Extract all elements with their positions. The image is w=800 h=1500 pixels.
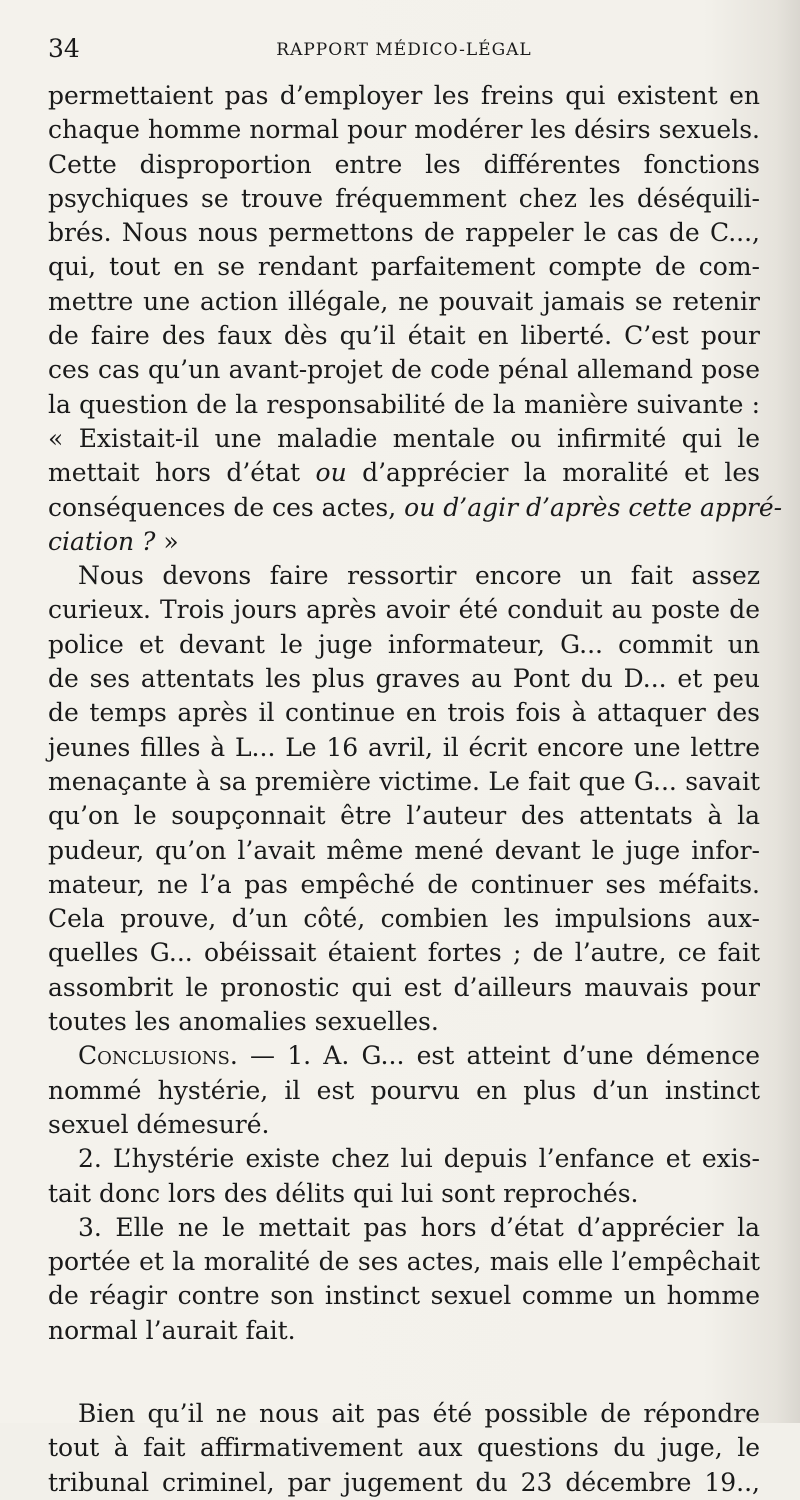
text-line: brés. Nous nous permettons de rappeler le cas de C..., [48,218,760,248]
text-line: psychiques se trouve fréquemment chez les déséquili- [48,183,760,213]
text-line: nommé hystérie, il est pourvu en plus d’un instinct [48,1075,760,1105]
text-line: Cette disproportion entre les différentes fonctions [48,149,760,179]
italic-segment: ou d’agir d’après cette appré- [404,492,783,522]
paragraph-gap [48,1348,760,1397]
text-line: tribunal criminel, par jugement du 23 décembre 19.., [48,1467,760,1497]
text-line: qui, tout en se rendant parfaitement compte de com- [48,252,760,282]
text-line: Cela prouve, d’un côté, combien les impulsions aux- [48,904,760,934]
line-segment: » [155,526,179,556]
text-line: sexuel démesuré. [48,1109,270,1139]
italic-segment: ciation ? [48,526,156,556]
italic-segment: ou [315,458,347,488]
text-line: jeunes filles à L... Le 16 avril, il écrit encore une lettre [48,732,760,762]
text-line: quelles G... obéissait étaient fortes ; de l’autre, ce fait [48,938,760,968]
page-number: 34 [48,34,80,63]
line-segment: mettait hors d’état [48,458,316,488]
text-line: 3. Elle ne le mettait pas hors d’état d’apprécier la [78,1212,760,1242]
text-line: menaçante à sa première victime. Le fait que G... savait [48,766,760,796]
text-line: de temps après il continue en trois fois à attaquer des [48,698,760,728]
text-line [48,525,760,559]
line-segment: — 1. A. G... est atteint d’une démence [237,1041,760,1071]
text-line: de faire des faux dès qu’il était en liberté. C’est pour [48,321,760,351]
smallcaps-segment: Conclusions. [78,1041,238,1071]
text-line: police et devant le juge informateur, G... commit un [48,629,760,659]
text-line: toutes les anomalies sexuelles. [48,1007,439,1037]
text-line: chaque homme normal pour modérer les désirs sexuels. [48,115,760,145]
body-text [48,79,783,1500]
text-line: mettre une action illégale, ne pouvait jamais se retenir [48,286,760,316]
text-line: normal l’aurait fait. [48,1315,296,1345]
text-line: Nous devons faire ressortir encore un fait assez [78,561,760,591]
page-header [48,34,760,64]
text-line: de réagir contre son instinct sexuel comme un homme [48,1281,760,1311]
text-line: assombrit le pronostic qui est d’ailleurs mauvais pour [48,972,760,1002]
text-line [48,491,783,525]
text-line: la question de la responsabilité de la manière suivante : [48,389,760,419]
running-title: RAPPORT MÉDICO-LÉGAL [276,40,532,60]
text-line: de ses attentats les plus graves au Pont du D... et peu [48,664,760,694]
line-segment: d’apprécier la moralité et les [346,458,760,488]
text-line: permettaient pas d’employer les freins qui existent en [48,81,760,110]
text-line: curieux. Trois jours après avoir été conduit au poste de [48,595,760,625]
text-line: qu’on le soupçonnait être l’auteur des attentats à la [48,801,760,831]
text-line: 2. L’hystérie existe chez lui depuis l’enfance et exis- [78,1144,760,1174]
line-segment: conséquences de ces actes, [48,492,405,522]
text-line: « Existait-il une maladie mentale ou infirmité qui le [48,423,760,453]
text-line: ces cas qu’un avant-projet de code pénal allemand pose [48,355,760,385]
text-line: mateur, ne l’a pas empêché de continuer ses méfaits. [48,869,760,899]
text-line: tout à fait affirmativement aux questions du juge, le [48,1433,760,1463]
text-line: Bien qu’il ne nous ait pas été possible de répondre [78,1398,760,1428]
text-line [48,1039,760,1073]
text-line: pudeur, qu’on l’avait même mené devant le juge infor- [48,835,760,865]
text-line: tait donc lors des délits qui lui sont reprochés. [48,1178,639,1208]
text-line: portée et la moralité de ses actes, mais elle l’empêchait [48,1247,760,1277]
text-line [48,456,760,490]
